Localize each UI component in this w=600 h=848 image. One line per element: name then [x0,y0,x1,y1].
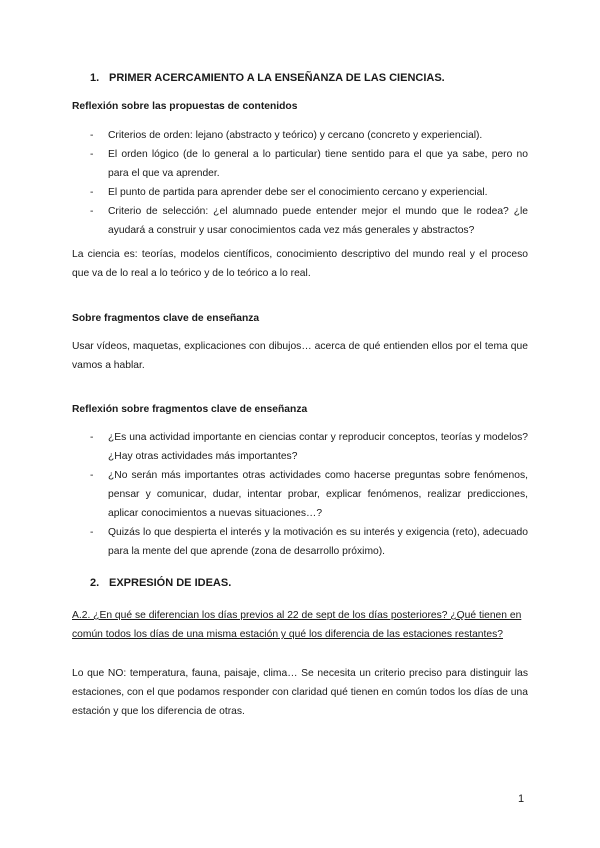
dash-bullet-icon: - [90,470,94,481]
question-a2: A.2. ¿En qué se diferencian los días previos al 22 de sept de los días posteriores? ¿Qué tienen en común todos los días de una misma estación y qué los diferencia de las estaciones restantes? [72,610,522,640]
dash-bullet-icon: - [90,149,94,160]
dash-bullet-icon: - [90,130,94,141]
fragmentos-heading: Sobre fragmentos clave de enseñanza [72,313,260,324]
list-item: - ¿Es una actividad importante en ciencias contar y reproducir conceptos, teorías y modelos? ¿Hay otras actividades más importantes? [72,428,528,466]
list-item: - Criterios de orden: lejano (abstracto y teórico) y cercano (concreto y experiencial). [72,126,528,145]
page-number: 1 [518,793,525,805]
section-1-heading [90,69,445,88]
section-2-heading [90,574,231,593]
list-item: - El orden lógico (de lo general a lo particular) tiene sentido para el que ya sabe, pero no para el que va aprender. [72,145,528,183]
dash-bullet-icon: - [90,206,94,217]
reflexion-contenidos-heading: Reflexión sobre las propuestas de contenidos [72,101,298,112]
fragmentos-paragraph: Usar vídeos, maquetas, explicaciones con dibujos… acerca de qué entienden ellos por el tema que vamos a hablar. [72,341,528,371]
dash-bullet-icon: - [90,187,94,198]
dash-bullet-icon: - [90,432,94,443]
section-1-title: PRIMER ACERCAMIENTO A LA ENSEÑANZA DE LAS CIENCIAS. [109,72,445,84]
list-item: - ¿No serán más importantes otras actividades como hacerse preguntas sobre fenómenos, pensar y comunicar, dudar, intentar probar, explicar fenómenos, realizar predicciones, aplicar conocimientos a nuevas situaciones…? [72,466,528,523]
section-1-number: 1. [90,72,100,84]
reflexion-contenidos-list [72,126,528,240]
dash-bullet-icon: - [90,527,94,538]
section-2-title: EXPRESIÓN DE IDEAS. [109,577,232,589]
reflexion-fragmentos-heading: Reflexión sobre fragmentos clave de enseñanza [72,404,308,415]
section-2-number: 2. [90,577,100,589]
list-item: - Criterio de selección: ¿el alumnado puede entender mejor el mundo que le rodea? ¿le ayudará a construir y usar conocimientos cada vez más generales y abstractos? [72,202,528,240]
list-item: - Quizás lo que despierta el interés y la motivación es su interés y exigencia (reto), adecuado para la mente del que aprende (zona de desarrollo próximo). [72,523,528,561]
list-item: - El punto de partida para aprender debe ser el conocimiento cercano y experiencial. [72,183,528,202]
reflexion-fragmentos-list [72,428,528,561]
ciencia-paragraph: La ciencia es: teorías, modelos científicos, conocimiento descriptivo del mundo real y el proceso que va de lo real a lo teórico y de lo teórico a lo real. [72,249,528,279]
answer-paragraph: Lo que NO: temperatura, fauna, paisaje, clima… Se necesita un criterio preciso para distinguir las estaciones, con el que podamos responder con claridad qué tienen en común todos los días de una estación y que los diferencia de otras. [72,668,528,717]
